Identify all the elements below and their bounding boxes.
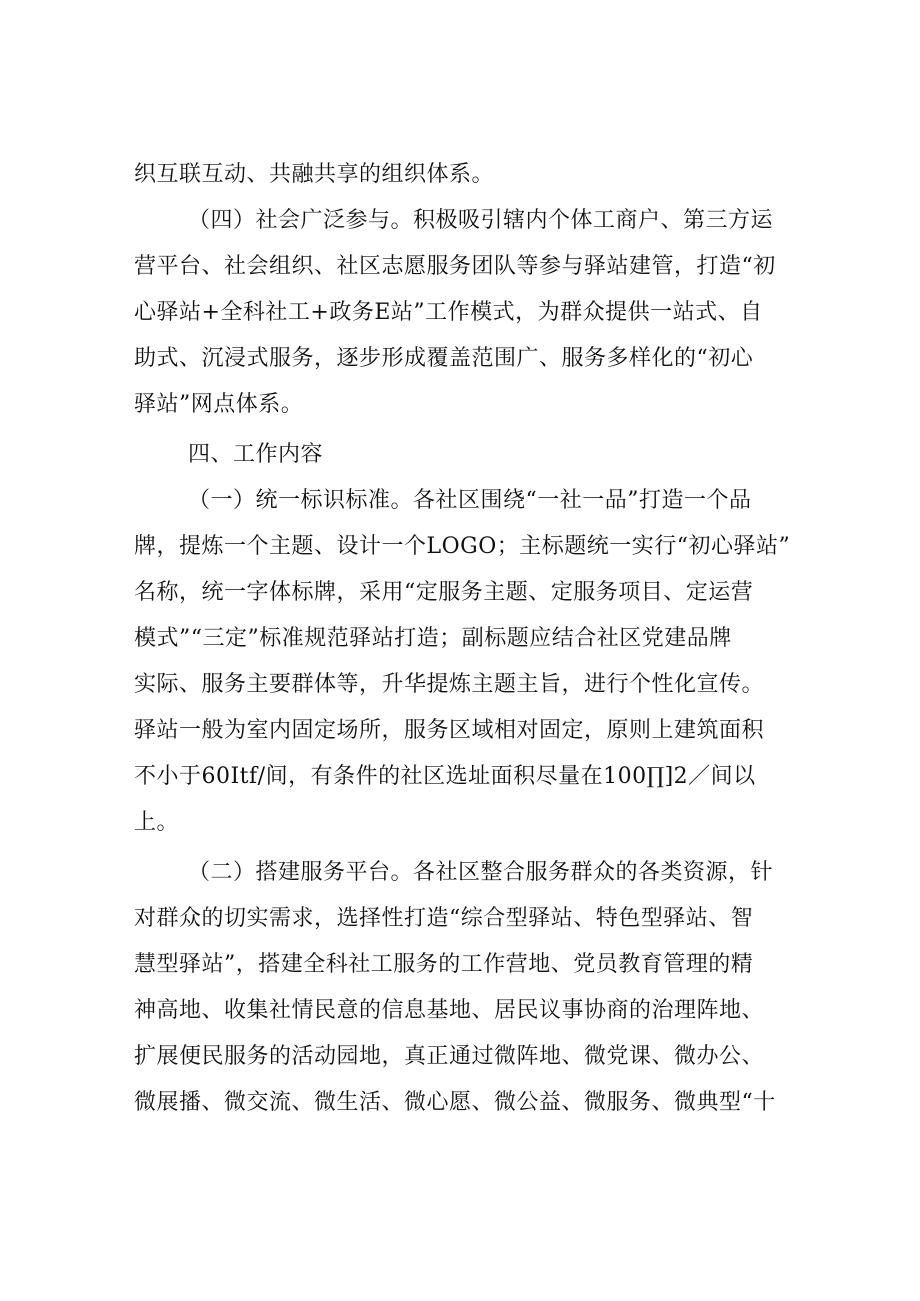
- paragraph-heading-2: （二）搭建服务平台。各社区整合服务群众的各类资源，针: [188, 860, 774, 885]
- section-heading: 四、工作内容: [188, 442, 324, 467]
- text-line: 慧型驿站”，搭建全科社工服务的工作营地、党员教育管理的精: [134, 952, 754, 977]
- paragraph-heading-4: （四）社会广泛参与。积极吸引辖内个体工商户、第三方运: [188, 208, 774, 233]
- text-line: 微展播、微交流、微生活、微心愿、微公益、微服务、微典型“十: [134, 1090, 776, 1115]
- text-line: 织互联互动、共融共享的组织体系。: [134, 162, 495, 187]
- text-line: 驿站一般为室内固定场所，服务区域相对固定，原则上建筑面积: [134, 718, 765, 743]
- text-line: 扩展便民服务的活动园地，真正通过微阵地、微党课、微办公、: [134, 1044, 765, 1069]
- text-line: 助式、沉浸式服务，逐步形成覆盖范围广、服务多样化的“初心: [134, 346, 754, 371]
- text-line: 营平台、社会组织、社区志愿服务团队等参与驿站建管，打造“初: [134, 254, 776, 279]
- text-line: 神高地、收集社情民意的信息基地、居民议事协商的治理阵地、: [134, 998, 765, 1023]
- text-line: 上。: [134, 810, 180, 835]
- text-line: 名称，统一字体标牌，采用“定服务主题、定服务项目、定运营: [134, 580, 754, 605]
- text-line: 牌，提炼一个主题、设计一个LOGO；主标题统一实行“初心驿站”: [134, 534, 791, 559]
- text-line: 心驿站+全科社工+政务E站”工作模式，为群众提供一站式、自: [134, 300, 763, 325]
- text-line: 模式”“三定”标准规范驿站打造；副标题应结合社区党建品牌: [134, 626, 732, 651]
- text-line: 不小于60Itf/间，有条件的社区选址面积尽量在100∏]2／间以: [134, 764, 756, 789]
- paragraph-heading-1: （一）统一标识标准。各社区围绕“一社一品”打造一个品: [188, 488, 752, 513]
- text-line: 对群众的切实需求，选择性打造“综合型驿站、特色型驿站、智: [134, 906, 754, 931]
- text-line: 驿站”网点体系。: [134, 392, 304, 417]
- text-line: 实际、服务主要群体等，升华提炼主题主旨，进行个性化宣传。: [134, 672, 765, 697]
